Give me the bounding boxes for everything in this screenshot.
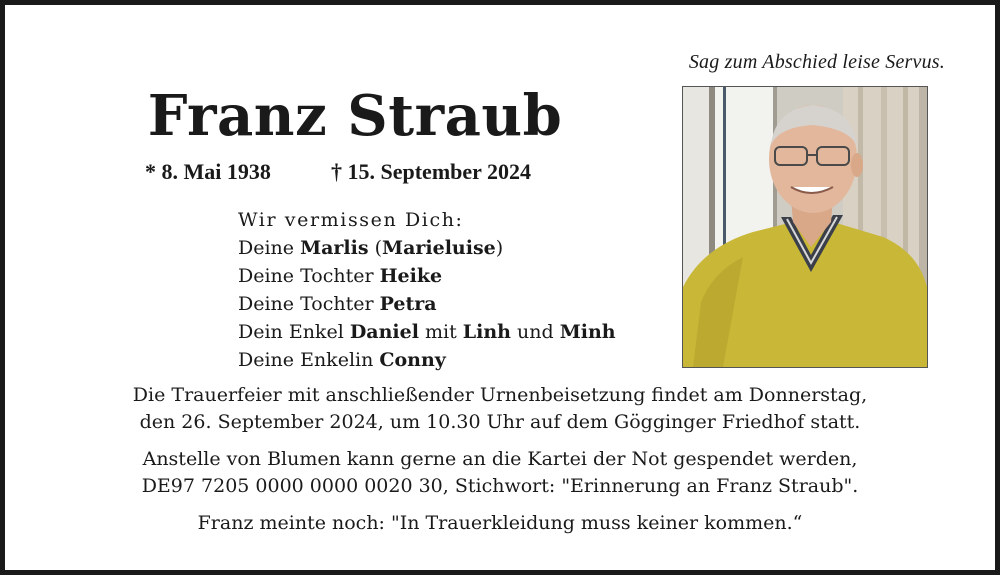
mourner-name: Minh [559,321,616,343]
funeral-notice [45,382,955,436]
mourner-name: Petra [379,293,437,315]
funeral-line-1: Die Trauerfeier mit anschließender Urnenbeisetzung findet am Donnerstag, [132,384,868,406]
mourner-name: Daniel [349,321,419,343]
donation-line-2: DE97 7205 0000 0000 0020 30, Stichwort: "Erinnerung an Franz Straub". [141,475,859,497]
birth-date: * 8. Mai 1938 [145,159,271,184]
mourner-relation: ) [495,237,504,259]
mourner-name: Marieluise [382,237,496,259]
mourner-lines [238,234,616,374]
donation-line-1: Anstelle von Blumen kann gerne an die Kartei der Not gespendet werden, [142,448,858,470]
mourner-relation: Dein Enkel [238,321,350,343]
mourner-line [238,346,616,374]
mourners-list [238,206,616,374]
mourner-relation: Deine [238,237,301,259]
mourner-relation: mit [418,321,463,343]
closing-line: Franz meinte noch: "In Trauerkleidung muss keiner kommen.“ [197,512,803,534]
deceased-name: Franz Straub [147,83,563,149]
mourners-intro: Wir vermissen Dich: [238,209,464,231]
donation-notice [45,446,955,500]
mourner-name: Linh [462,321,511,343]
death-date: † 15. September 2024 [331,159,532,184]
portrait-photo [682,86,928,368]
mourner-relation: Deine Enkelin [238,349,380,371]
mourner-relation: Deine Tochter [238,265,380,287]
mourner-line [238,234,616,262]
mourner-name: Conny [379,349,446,371]
mourner-relation: Deine Tochter [238,293,380,315]
funeral-line-2: den 26. September 2024, um 10.30 Uhr auf dem Gögginger Friedhof statt. [139,411,861,433]
closing-quote [45,510,955,537]
motto-text: Sag zum Abschied leise Servus. [688,51,945,73]
mourner-relation: und [510,321,560,343]
mourner-line [238,318,616,346]
mourner-name: Marlis [300,237,369,259]
mourner-line [238,262,616,290]
mourner-line [238,290,616,318]
mourner-name: Heike [379,265,443,287]
mourner-relation: ( [368,237,383,259]
